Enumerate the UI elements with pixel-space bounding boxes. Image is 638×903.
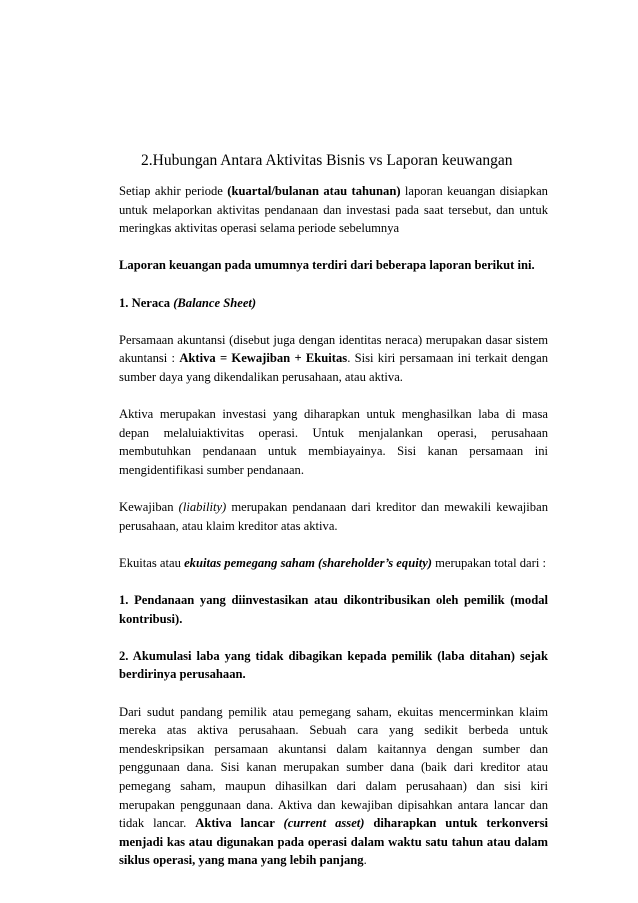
paragraph-equity	[119, 554, 548, 573]
subheading-balance-sheet	[119, 294, 548, 313]
text-run: merupakan total dari :	[431, 555, 546, 570]
text-run: Setiap akhir periode	[119, 184, 228, 198]
paragraph-retained-earnings: 2. Akumulasi laba yang tidak dibagikan kepada pemilik (laba ditahan) sejak berdirinya perusahaan.	[119, 648, 548, 682]
text-run: . Sisi kiri persamaan ini terkait dengan sumber daya yang dikendalikan perusahaan, atau aktiva.	[119, 351, 549, 384]
paragraph-assets: Aktiva merupakan investasi yang diharapkan untuk menghasilkan laba di masa depan melaluiaktivitas operasi. Untuk menjalankan operasi, perusahaan membutuhkan pendanaan untuk membiayainya. Sisi kanan persamaan ini mengidentifikasi sumber pendanaan.	[119, 407, 548, 477]
accounting-equation: Aktiva = Kewajiban + Ekuitas	[179, 351, 348, 366]
current-asset-term: Aktiva lancar	[195, 816, 284, 831]
current-asset-english: (current asset)	[283, 816, 365, 831]
section-heading: 2.Hubungan Antara Aktivitas Bisnis vs Laporan keuwangan	[141, 152, 513, 169]
text-run: Kewajiban	[119, 500, 179, 515]
text-run: merupakan pendanaan dari kreditor dan mewakili kewajiban perusahaan, atau klaim kreditor atas aktiva.	[119, 500, 548, 533]
paragraph-liabilities	[119, 498, 548, 535]
text-run: 1. Neraca	[119, 295, 174, 310]
text-run: laporan keuangan disiapkan untuk melaporkan aktivitas pendanaan dan investasi pada saat tersebut, dan untuk meringkas aktivitas operasi selama periode sebelumnya	[119, 184, 548, 236]
text-run: Ekuitas atau	[119, 555, 185, 570]
balance-sheet-term: (Balance Sheet)	[173, 295, 257, 310]
equity-term: ekuitas pemegang saham (shareholder’s equity)	[184, 555, 432, 570]
paragraph-accounting-equation	[119, 331, 548, 387]
text-run: Persamaan akuntansi (disebut juga dengan identitas neraca) merupakan dasar sistem akuntansi :	[119, 332, 548, 366]
period-term: (kuartal/bulanan atau tahunan)	[227, 184, 401, 198]
text-run: .	[363, 853, 367, 868]
paragraph-report-list: Laporan keuangan pada umumnya terdiri dari beberapa laporan berikut ini.	[119, 258, 535, 273]
paragraph-contributed-capital: 1. Pendanaan yang diinvestasikan atau dikontribusikan oleh pemilik (modal kontribusi).	[119, 593, 548, 626]
document-body	[119, 182, 548, 870]
paragraph-intro	[119, 182, 548, 238]
text-run: Dari sudut pandang pemilik atau pemegang saham, ekuitas mencerminkan klaim mereka atas aktiva perusahaan. Sebuah cara yang sedikit berbeda untuk mendeskripsikan persamaan akuntansi dalam kaitannya dengan sumber dan penggunaan dana. Sisi kanan merupakan sumber dana (baik dari kreditor atau pemegang saham, maupun dihasilkan dari dalam perusahaan) dan sisi kiri merupakan penggunaan dana. Aktiva dan kewajiban dipisahkan antara lancar dan tidak lancar.	[119, 704, 548, 831]
liability-term: (liability)	[178, 500, 227, 515]
paragraph-sources-uses	[119, 703, 548, 870]
current-asset-definition: diharapkan untuk terkonversi menjadi kas atau digunakan pada operasi dalam waktu satu tahun atau dalam siklus operasi, yang mana yang lebih panjang	[119, 816, 548, 868]
